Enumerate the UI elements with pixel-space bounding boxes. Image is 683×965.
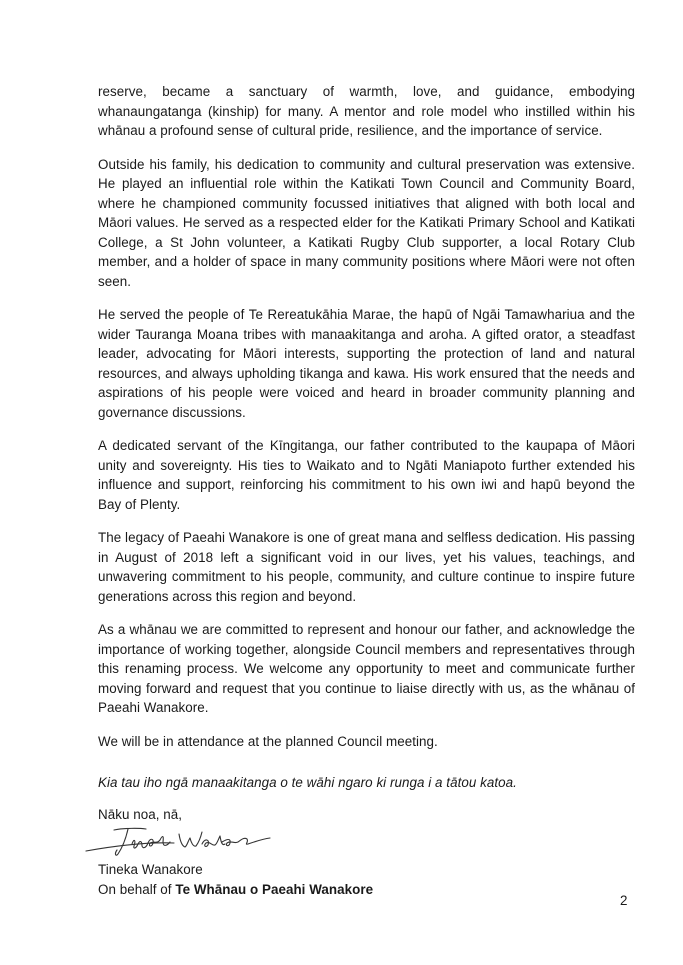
paragraph-3: He served the people of Te Rereatukāhia Marae, the hapū of Ngāi Tamawhariua and the wider Tauranga Moana tribes with manaakitanga and aroha. A gifted orator, a steadfast leader, advocating for Māori interests, supporting the protection of land and natural resources, and always upholding tikanga and kawa. His work ensured that the needs and aspirations of his people were voiced and heard in broader community planning and governance discussions.	[98, 307, 635, 420]
letter-body	[84, 82, 635, 899]
signature-block	[84, 805, 635, 900]
paragraph-5: The legacy of Paeahi Wanakore is one of great mana and selfless dedication. His passing in August of 2018 left a significant void in our lives, yet his values, teachings, and unwavering commitment to his people, community, and culture continue to inspire future generations across this region and beyond.	[98, 530, 635, 604]
paragraph-6: As a whānau we are committed to represent and honour our father, and acknowledge the importance of working together, alongside Council members and representatives through this renaming process. We welcome any opportunity to meet and communicate further moving forward and request that you continue to liaise directly with us, as the whānau of Paeahi Wanakore.	[98, 622, 635, 715]
paragraph-4: A dedicated servant of the Kīngitanga, our father contributed to the kaupapa of Māori unity and sovereignty. His ties to Waikato and to Ngāti Maniapoto further extended his influence and support, reinforcing his commitment to his own iwi and hapū beyond the Bay of Plenty.	[98, 438, 635, 512]
sign-off: Nāku noa, nā,	[98, 806, 183, 822]
signature-text: Tineka Wanakore	[84, 859, 93, 860]
on-behalf-line	[98, 880, 635, 900]
on-behalf-prefix: On behalf of	[98, 881, 176, 897]
handwritten-signature	[84, 824, 284, 860]
paragraph-7: We will be in attendance at the planned Council meeting.	[98, 733, 438, 749]
on-behalf-organisation: Te Whānau o Paeahi Wanakore	[175, 881, 374, 897]
page-number: 2	[620, 893, 628, 908]
closing-blessing: Kia tau iho ngā manaakitanga o te wāhi ngaro ki runga i a tātou katoa.	[98, 775, 517, 790]
signatory-name: Tineka Wanakore	[98, 862, 203, 877]
paragraph-2: Outside his family, his dedication to community and cultural preservation was extensive. He played an influential role within the Katikati Town Council and Community Board, where he championed community focussed initiatives that aligned with both local and Māori values. He served as a respected elder for the Katikati Primary School and Katikati College, a St John volunteer, a Katikati Rugby Club supporter, a local Rotary Club member, and a holder of space in many community positions where Māori were not often seen.	[98, 156, 635, 289]
paragraph-1: reserve, became a sanctuary of warmth, love, and guidance, embodying whanaungatanga (kinship) for many. A mentor and role model who instilled within his whānau a profound sense of cultural pride, resilience, and the importance of service.	[98, 84, 635, 138]
